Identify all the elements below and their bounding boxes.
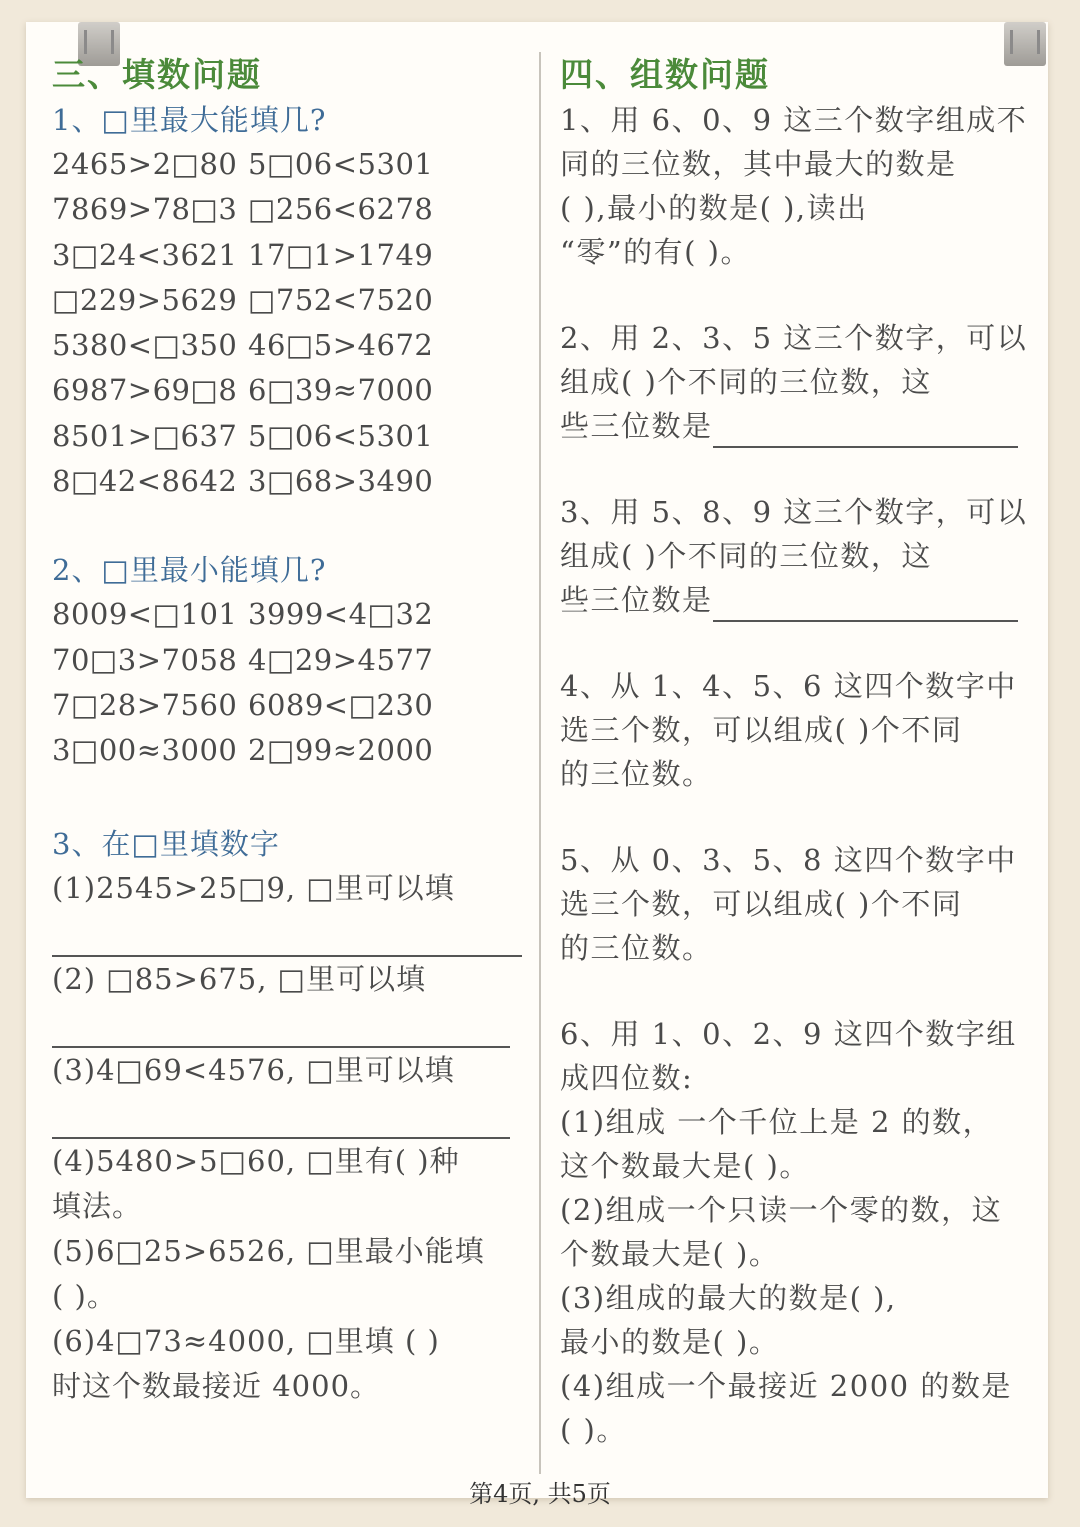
question-text: 些三位数是 <box>560 583 713 617</box>
exercise-item: □256<6278 <box>248 192 434 227</box>
exercise-item: 2□99≈2000 <box>248 733 434 768</box>
question-line: ( )。 <box>560 1413 627 1447</box>
exercise-item: 6089<□230 <box>248 687 434 722</box>
left-column <box>52 52 522 1409</box>
exercise-item: 3999<4□32 <box>248 597 434 632</box>
question-line: (3)4□69<4576, □里可以填 <box>52 1052 455 1087</box>
section-title: 三、填数问题 <box>52 55 262 94</box>
exercise-item: 7869>78□3 <box>52 192 238 227</box>
question-line: ( ),最小的数是( ),读出 <box>560 191 868 225</box>
exercise-item: 3□68>3490 <box>248 464 434 499</box>
exercise-item: 3□00≈3000 <box>52 733 238 768</box>
question-line: (1)2545>25□9, □里可以填 <box>52 870 455 905</box>
exercise-item: 70□3>7058 <box>52 642 238 677</box>
question-line: (1)组成 一个千位上是 2 的数， <box>560 1105 994 1139</box>
question-line: “零”的有( )。 <box>560 235 751 269</box>
page-number: 第4页, 共5页 <box>469 1480 611 1508</box>
answer-line[interactable] <box>52 911 522 957</box>
column-divider <box>539 52 541 1474</box>
question-line: 时这个数最接近 4000。 <box>52 1368 381 1403</box>
exercise-item: 5□06<5301 <box>248 418 434 453</box>
exercise-item: 7□28>7560 <box>52 687 238 722</box>
question-title: 1、□里最大能填几? <box>52 103 327 137</box>
question-line: 6、用 1、0、2、9 这四个数字组 <box>560 1017 1017 1051</box>
question-line: 成四位数: <box>560 1061 694 1095</box>
question-line: (4)5480>5□60, □里有( )种 <box>52 1143 460 1178</box>
question-line: 5、从 0、3、5、8 这四个数字中 <box>560 843 1017 877</box>
question-line: 组成( )个不同的三位数，这 <box>560 365 932 399</box>
question-line: 最小的数是( )。 <box>560 1325 780 1359</box>
question-line: 这个数最大是( )。 <box>560 1149 810 1183</box>
question-line: 3、用 5、8、9 这三个数字，可以 <box>560 495 1028 529</box>
exercise-item: 5380<□350 <box>52 328 238 363</box>
answer-line[interactable] <box>713 584 1018 622</box>
exercise-grid <box>52 592 522 773</box>
exercise-item: 5□06<5301 <box>248 147 434 181</box>
question-line: ( )。 <box>52 1278 117 1313</box>
question-line: 1、用 6、0、9 这三个数字组成不 <box>560 103 1028 137</box>
answer-line[interactable] <box>52 1002 510 1048</box>
question-line: (6)4□73≈4000, □里填 ( ) <box>52 1323 440 1358</box>
section-title: 四、组数问题 <box>560 55 770 94</box>
question-line: 个数最大是( )。 <box>560 1237 780 1271</box>
question-line: 选三个数，可以组成( )个不同 <box>560 713 963 747</box>
exercise-item: 8009<□101 <box>52 597 238 632</box>
question-line: 的三位数。 <box>560 931 713 965</box>
question-line: 选三个数，可以组成( )个不同 <box>560 887 963 921</box>
exercise-item: 17□1>1749 <box>248 237 434 272</box>
question-line <box>560 578 1030 622</box>
question-line: (4)组成一个最接近 2000 的数是 <box>560 1369 1012 1403</box>
question-line: 的三位数。 <box>560 757 713 791</box>
question-line: 2、用 2、3、5 这三个数字，可以 <box>560 321 1028 355</box>
answer-line[interactable] <box>52 1093 510 1139</box>
question-line: 填法。 <box>52 1188 143 1223</box>
question-line: 组成( )个不同的三位数，这 <box>560 539 932 573</box>
question-line: 4、从 1、4、5、6 这四个数字中 <box>560 669 1017 703</box>
question-title: 2、□里最小能填几? <box>52 553 327 588</box>
exercise-grid <box>52 142 522 504</box>
exercise-item: 6□39≈7000 <box>248 373 434 408</box>
answer-line[interactable] <box>713 410 1018 448</box>
exercise-item: □229>5629 <box>52 282 238 317</box>
exercise-item: 4□29>4577 <box>248 642 434 677</box>
exercise-item: 8□42<8642 <box>52 464 238 499</box>
question-line <box>560 404 1030 448</box>
question-line: (2)组成一个只读一个零的数，这 <box>560 1193 1003 1227</box>
question-title: 3、在□里填数字 <box>52 826 280 861</box>
exercise-item: 3□24<3621 <box>52 237 238 272</box>
question-line: (3)组成的最大的数是( ), <box>560 1281 897 1315</box>
exercise-item: 6987>69□8 <box>52 373 238 408</box>
question-text: 些三位数是 <box>560 409 713 443</box>
exercise-item: 46□5>4672 <box>248 328 434 363</box>
question-line: (5)6□25>6526, □里最小能填 <box>52 1233 485 1268</box>
question-line: (2) □85>675, □里可以填 <box>52 961 427 996</box>
right-column <box>560 52 1030 1452</box>
exercise-item: 8501>□637 <box>52 418 238 453</box>
exercise-item: □752<7520 <box>248 282 434 317</box>
exercise-item: 2465>2□80 <box>52 147 238 181</box>
question-line: 同的三位数，其中最大的数是 <box>560 147 957 181</box>
